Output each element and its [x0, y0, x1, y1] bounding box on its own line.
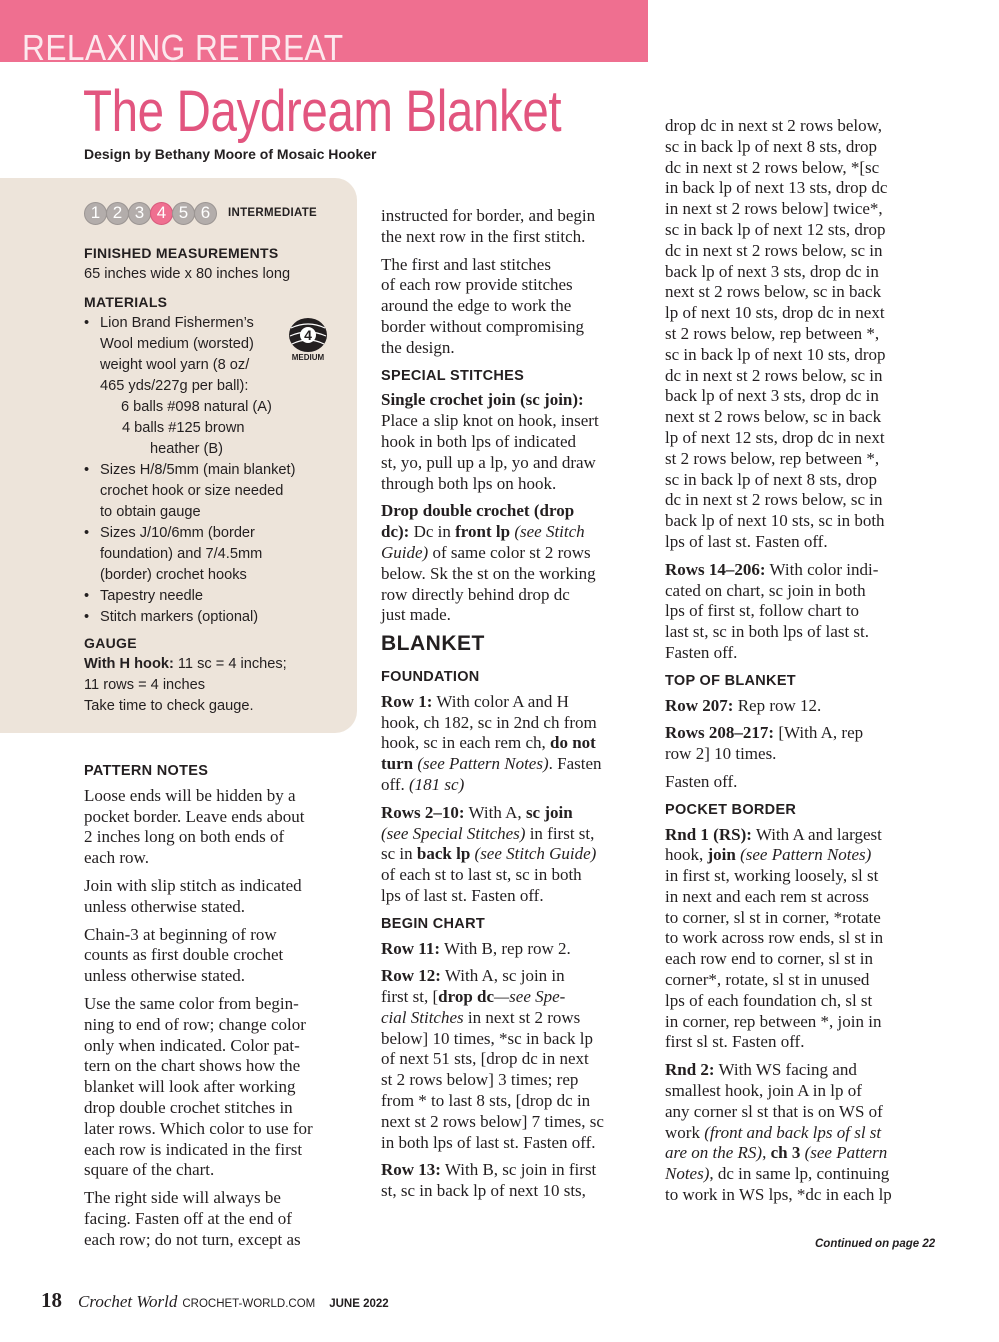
list-item: 4 balls #125 brown: [122, 420, 245, 436]
paragraph: Rows 208–217: [With A, rep row 2] 10 times.: [665, 723, 864, 764]
paragraph: drop dc in next st 2 rows below, sc in back lp of next 8 sts, drop dc in next st 2 rows below, *[sc in back lp of next 13 sts, drop dc in next st 2 rows below] twice*, sc in back lp of next 12 sts, drop dc in next st 2 rows below, sc in back lp of next 3 sts, drop dc in next st 2 rows below, sc in back lp of next 10 sts, drop dc in next st 2 rows below, rep between *, sc in back lp of next 10 sts, drop dc in next st 2 rows below, sc in back lp of next 3 sts, drop dc in next st 2 rows below, sc in back lp of next 12 sts, drop dc in next st 2 rows below, rep between *, sc in back lp of next 8 sts, drop dc in next st 2 rows below, sc in back lp of next 10 sts, sc in both lps of last st. Fasten off.: [665, 116, 888, 551]
magazine-name: Crochet World: [78, 1292, 178, 1311]
paragraph: Rnd 1 (RS): With A and largest hook, join (see Pattern Notes) in first st, working loosely, sl st in next and each rem st across to corner, sl st in corner, *rotate to work across row ends, sl st in each row end to corner, sl st in corner*, rotate, sl st in unused lps of each foundation ch, sl st in corner, rep between *, join in first sl st. Fasten off.: [665, 824, 884, 1052]
paragraph: Rows 2–10: With A, sc join (see Special Stitches) in first st, sc in back lp (see Stitch Guide) of each st to last st, sc in both lps of last st. Fasten off.: [381, 802, 597, 905]
paragraph: Rows 14–206: With color indi- cated on chart, sc join in both lps of first st, follow chart to last st, sc in both lps of last st. Fasten off.: [665, 559, 879, 662]
paragraph: instructed for border, and begin the next row in the first stitch.: [381, 206, 596, 246]
skill-level-2: 2: [106, 202, 129, 225]
paragraph: Row 12: With A, sc join in first st, [drop dc—see Spe- cial Stitches in next st 2 rows below] 10 times, *sc in back lp of next 51 sts, [drop dc in next st 2 rows below] 3 times; rep from * to last 8 sts, [drop dc in next st 2 rows below] 7 times, sc in both lps of last st. Fasten off.: [381, 966, 604, 1152]
gauge-heading: GAUGE: [84, 635, 137, 651]
list-item: 6 balls #098 natural (A): [121, 399, 272, 415]
skill-level-6: 6: [194, 202, 217, 225]
gauge-line-2: 11 rows = 4 inches: [84, 677, 206, 693]
paragraph: Rnd 2: With WS facing and smallest hook, join A in lp of any corner sl st that is on WS of work (front and back lps of sl st are on the RS), ch 3 (see Pattern Notes), dc in same lp, continuing to work in WS lps, *dc in each lp: [665, 1060, 892, 1205]
issue-date: JUNE 2022: [329, 1298, 389, 1310]
paragraph: Loose ends will be hidden by a pocket border. Leave ends about 2 inches long on both ends of each row.: [84, 785, 305, 868]
paragraph: Join with slip stitch as indicated unless otherwise stated.: [84, 875, 302, 916]
blanket-heading: BLANKET: [381, 632, 485, 656]
magazine-website: CROCHET-WORLD.COM: [182, 1298, 316, 1310]
page-title: The Daydream Blanket: [83, 79, 562, 144]
skill-level-1: 1: [84, 202, 107, 225]
list-item: • Stitch markers (optional): [84, 607, 349, 628]
paragraph: Row 11: With B, rep row 2.: [381, 938, 571, 958]
section-banner: [0, 0, 648, 68]
skill-level-4: 4: [150, 202, 173, 225]
pocket-border-heading: POCKET BORDER: [665, 801, 797, 818]
yarn-weight-number: 4: [304, 327, 312, 343]
skill-level: [84, 201, 317, 225]
skill-level-5: 5: [172, 202, 195, 225]
begin-chart-heading: BEGIN CHART: [381, 915, 485, 932]
column-1: [84, 755, 354, 1258]
gauge-line-1: With H hook: 11 sc = 4 inches;: [84, 656, 287, 672]
paragraph: Fasten off.: [665, 771, 738, 791]
section-title: RELAXING RETREAT: [22, 27, 344, 68]
paragraph: Chain-3 at beginning of row counts as first double crochet unless otherwise stated.: [84, 924, 284, 986]
gauge-section: [84, 633, 349, 717]
list-item: • Lion Brand Fishermen’s Wool medium (worsted) weight wool yarn (8 oz/ 465 yds/227g per ball):: [84, 313, 349, 397]
foundation-heading: FOUNDATION: [381, 668, 480, 685]
page-number: 18: [41, 1288, 62, 1312]
special-stitches-heading: SPECIAL STITCHES: [381, 367, 525, 384]
top-of-blanket-heading: TOP OF BLANKET: [665, 672, 796, 689]
yarn-weight-label: MEDIUM: [291, 353, 325, 362]
continued-note: Continued on page 22: [815, 1238, 936, 1250]
paragraph: The first and last stitches of each row provide stitches around the edge to work the border without compromising the design.: [381, 254, 585, 357]
finished-measurements: [84, 243, 349, 285]
list-item: • Tapestry needle: [84, 586, 349, 607]
column-3: [665, 116, 940, 1213]
finished-measurements-text: 65 inches wide x 80 inches long: [84, 266, 291, 282]
skill-level-label: INTERMEDIATE: [228, 207, 317, 219]
paragraph: Drop double crochet (drop dc): Dc in front lp (see Stitch Guide) of same color st 2 rows below. Sk the st on the working row directly behind drop dc just made.: [381, 501, 596, 625]
yarn-weight-icon: [287, 316, 329, 362]
list-item: • Sizes H/8/5mm (main blanket) crochet hook or size needed to obtain gauge: [84, 460, 349, 523]
paragraph: Row 13: With B, sc join in first st, sc in back lp of next 10 sts,: [381, 1160, 597, 1201]
finished-measurements-heading: FINISHED MEASUREMENTS: [84, 245, 279, 261]
skill-level-3: 3: [128, 202, 151, 225]
gauge-line-3: Take time to check gauge.: [84, 698, 254, 714]
page-footer: [41, 1288, 389, 1313]
paragraph: Use the same color from begin- ning to end of row; change color only when indicated. Color pat- tern on the chart shows how the blanket will look after working drop double crochet stitches in later rows. Which color to use for each row is indicated in the first square of the chart.: [84, 993, 313, 1180]
materials-heading: MATERIALS: [84, 294, 168, 310]
list-item: heather (B): [150, 441, 224, 457]
byline: Design by Bethany Moore of Mosaic Hooker: [84, 146, 377, 162]
paragraph: Row 207: Rep row 12.: [665, 695, 822, 715]
column-2: [381, 206, 653, 1209]
list-item: • Sizes J/10/6mm (border foundation) and 7/4.5mm (border) crochet hooks: [84, 523, 349, 586]
paragraph: Single crochet join (sc join): Place a slip knot on hook, insert hook in both lps of indicated st, yo, pull up a lp, yo and draw through both lps on hook.: [381, 390, 599, 493]
paragraph: The right side will always be facing. Fasten off at the end of each row; do not turn, except as: [84, 1188, 301, 1249]
paragraph: Row 1: With color A and H hook, ch 182, sc in 2nd ch from hook, sc in each rem ch, do not turn (see Pattern Notes). Fasten off. (181 sc): [381, 691, 602, 794]
pattern-notes-heading: PATTERN NOTES: [84, 763, 209, 779]
